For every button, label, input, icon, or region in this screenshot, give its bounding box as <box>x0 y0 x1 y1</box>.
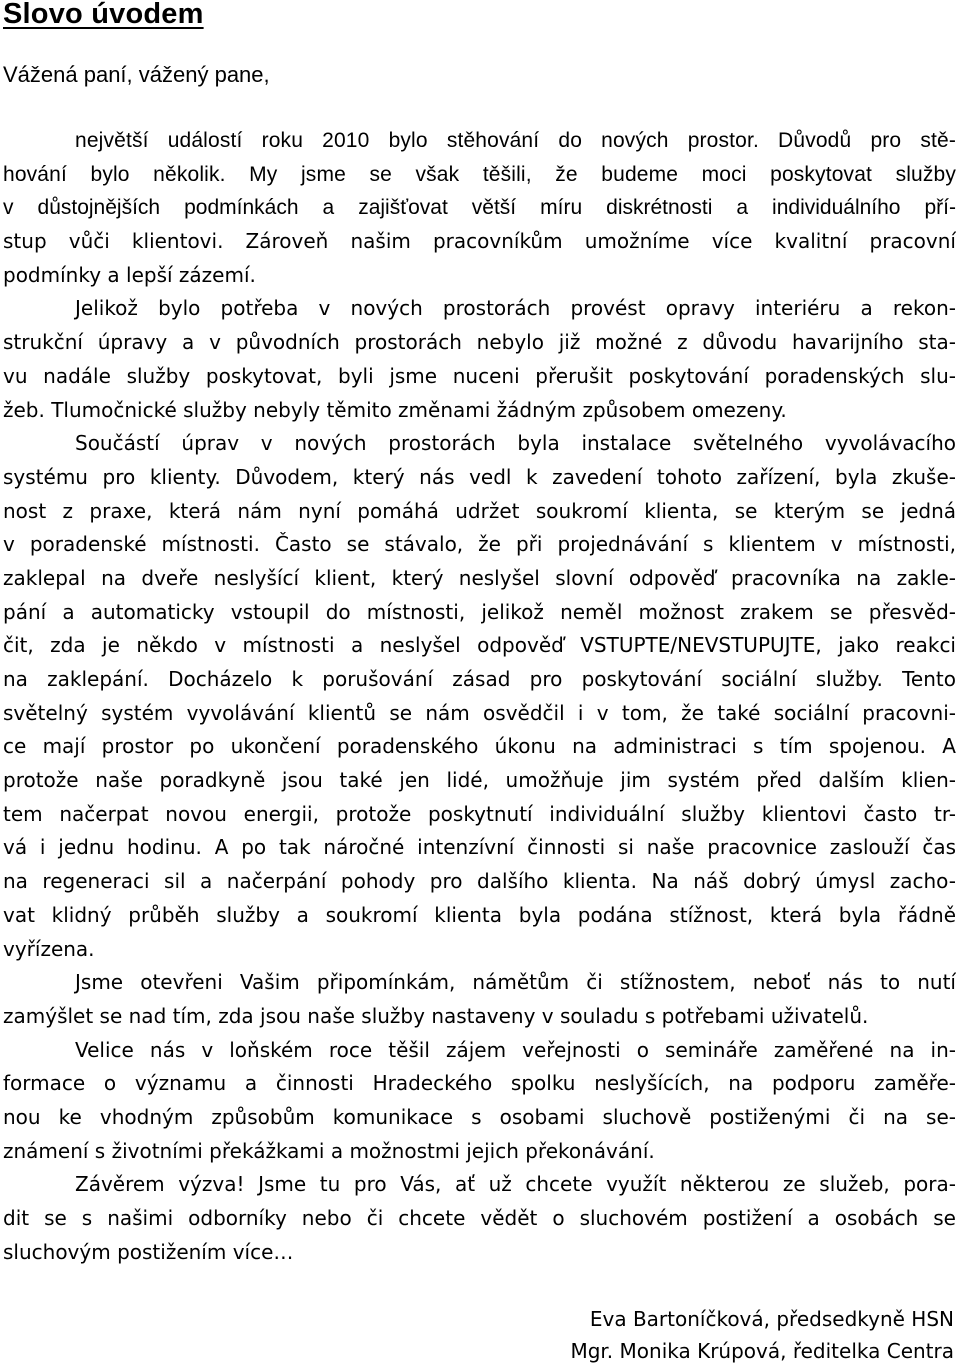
text-line: podmínky a lepší zázemí. <box>3 262 256 287</box>
text-line: zamýšlet se nad tím, zda jsou naše služby nastaveny v souladu s potřebami uživatelů. <box>3 1003 869 1028</box>
letter-body <box>3 124 956 1269</box>
text-line: nou ke vhodným způsobům komunikace s osobami sluchově postiženými či na se- <box>3 1104 956 1129</box>
text-line: stup vůči klientovi. Zároveň našim pracovníkům umožníme více kvalitní pracovní <box>3 229 956 254</box>
text-line: známení s životními překážkami a možnostmi jejich překonávání. <box>3 1138 655 1163</box>
text-line: Velice nás v loňském roce těšil zájem veřejnosti o semináře zaměřené na in- <box>75 1037 956 1062</box>
text-line: formace o významu a činnosti Hradeckého spolku neslyšících, na podporu zaměře- <box>3 1071 956 1096</box>
text-line: zaklepal na dveře neslyšící klient, který neslyšel slovní odpověď pracovníka na zakle- <box>3 565 956 590</box>
text-line: dit se s našimi odborníky nebo či chcete vědět o sluchovém postižení a osobách se <box>3 1206 956 1230</box>
text-line: vyřízena. <box>3 936 95 961</box>
text-line: vat klidný průběh služby a soukromí klienta byla podána stížnost, která byla řádně <box>3 902 956 927</box>
text-line: sluchovým postižením více… <box>3 1239 294 1264</box>
text-line: hování bylo několik. My jsme se však těšili, že budeme moci poskytovat služby <box>3 162 956 186</box>
text-line: strukční úpravy a v původních prostorách nebylo již možné z důvodu havarijního sta- <box>3 330 956 355</box>
text-line: vá i jednu hodinu. A po tak náročné intenzívní činnosti si naše pracovnice zaslouží čas <box>3 835 956 860</box>
text-line: vu nadále služby poskytovat, byli jsme nuceni přerušit poskytování poradenských slu- <box>3 363 956 388</box>
text-line: Jelikož bylo potřeba v nových prostorách provést opravy interiéru a rekon- <box>75 296 956 321</box>
text-line: Součástí úprav v nových prostorách byla instalace světelného vyvolávacího <box>75 431 956 456</box>
text-line: žeb. Tlumočnické služby nebyly těmito změnami žádným způsobem omezeny. <box>3 397 787 422</box>
signature-chair: Eva Bartoníčková, předsedkyně HSN <box>589 1307 954 1331</box>
text-line: tem načerpat novou energii, protože poskytnutí individuální služby klientovi často tr- <box>3 801 956 826</box>
text-line: na regeneraci sil a načerpání pohody pro dalšího klienta. Na náš dobrý úmysl zacho- <box>3 869 956 894</box>
greeting: Vážená paní, vážený pane, <box>3 62 270 87</box>
text-line: Závěrem výzva! Jsme tu pro Vás, ať už chcete využít některou ze služeb, pora- <box>75 1172 956 1197</box>
text-line: největší událostí roku 2010 bylo stěhování do nových prostor. Důvodů pro stě- <box>75 129 956 152</box>
text-line: světelný systém vyvolávání klientů se nám osvědčil i v tom, že také sociální pracovni- <box>3 700 956 725</box>
text-line: čit, zda je někdo v místnosti a neslyšel odpověď VSTUPTE/NEVSTUPUJTE, jako reakci <box>3 633 956 658</box>
text-line: v poradenské místnosti. Často se stávalo, že při projednávání s klientem v místnosti, <box>3 532 956 557</box>
text-line: Jsme otevřeni Vašim připomínkám, námětům či stížnostem, neboť nás to nutí <box>75 970 956 995</box>
text-line: protože naše poradkyně jsou také jen lidé, umožňuje jim systém před dalším klien- <box>3 768 956 793</box>
text-line: systému pro klienty. Důvodem, který nás vedl k zavedení tohoto zařízení, byla zkuše- <box>3 464 956 489</box>
text-line: v důstojnějších podmínkách a zajišťovat větší míru diskrétnosti a individuálního pří- <box>3 196 956 220</box>
text-line: pání a automaticky vstoupil do místnosti, jelikož neměl možnost zrakem se přesvěd- <box>3 599 956 624</box>
signature-director: Mgr. Monika Krúpová, ředitelka Centra <box>570 1339 954 1363</box>
page-title: Slovo úvodem <box>3 0 204 30</box>
text-line: ce mají prostor po ukončení poradenského úkonu na administraci s tím spojenou. A <box>3 734 956 759</box>
text-line: nost z praxe, která nám nyní pomáhá udržet soukromí klienta, se kterým se jedná <box>3 498 956 523</box>
text-line: na zaklepání. Docházelo k porušování zásad pro poskytování sociální služby. Tento <box>3 667 956 691</box>
